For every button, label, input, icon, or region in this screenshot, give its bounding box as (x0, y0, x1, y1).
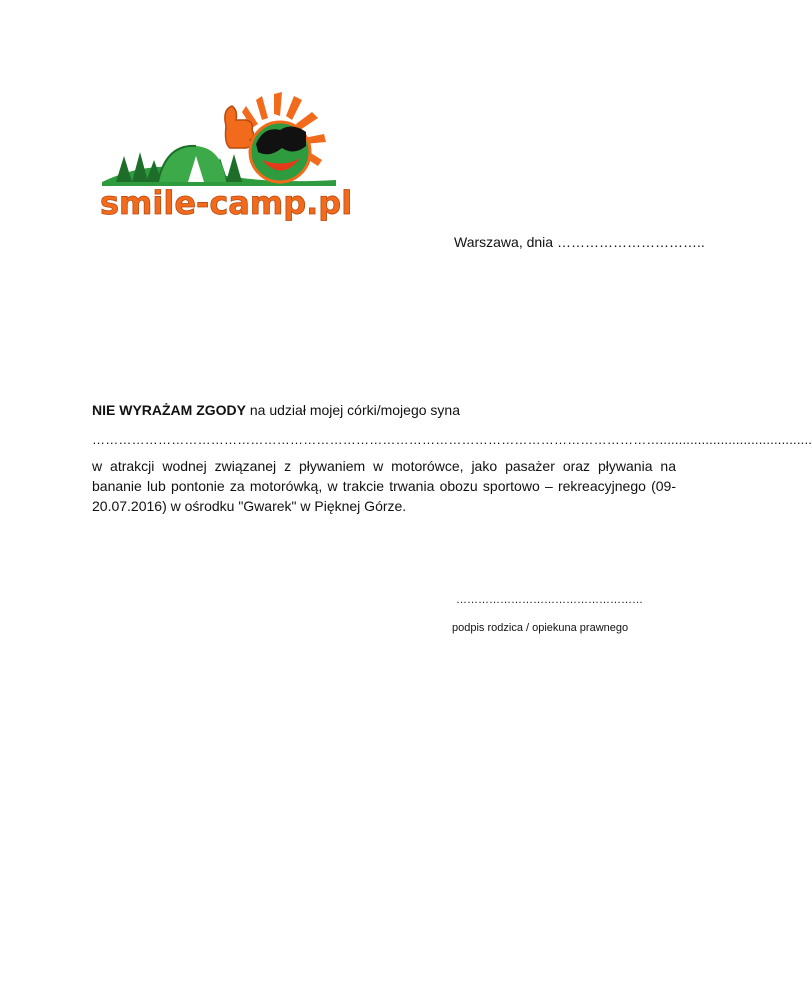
consent-bold-phrase: NIE WYRAŻAM ZGODY (92, 402, 246, 418)
place-date-line: Warszawa, dnia ………………………….. (454, 234, 705, 250)
tent-icon (158, 146, 226, 182)
smile-camp-logo (96, 86, 366, 226)
logo-graphic (96, 86, 366, 226)
consent-statement (92, 402, 460, 418)
consent-rest: na udział mojej córki/mojego syna (246, 402, 460, 418)
logo-wordmark: smile-camp.pl (100, 184, 353, 222)
signature-dotted-line: …………………………………………… (456, 594, 643, 606)
child-name-dotted-line: …………………………………………………………………………………………………………………........................................ (92, 432, 812, 447)
signature-caption: podpis rodzica / opiekuna prawnego (452, 622, 629, 634)
smiley-face-icon (250, 122, 310, 182)
activity-description: w atrakcji wodnej związanej z pływaniem w motorówce, jako pasażer oraz pływania na bananie lub pontonie za motorówką, w trakcie trwania obozu sportowo – rekreacyjnego (09-20.07.2016) w ośrodku "Gwarek" w Pięknej Górze. (92, 458, 676, 514)
